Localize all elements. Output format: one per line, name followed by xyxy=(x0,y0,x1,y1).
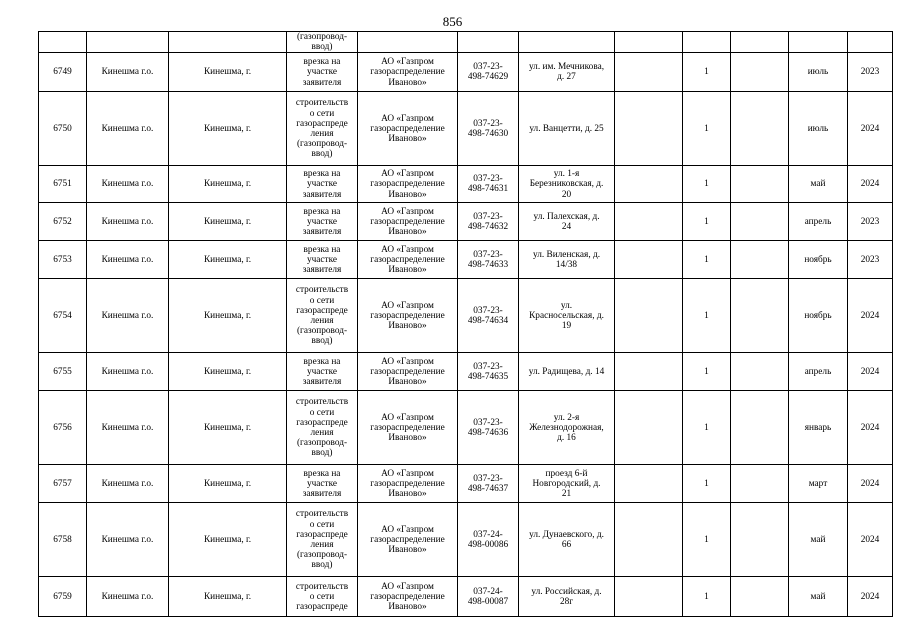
cell-work: врезка на участке заявителя xyxy=(287,353,358,391)
cell-org: АО «Газпром газораспределение Иваново» xyxy=(358,203,458,241)
cell-district: Кинешма г.о. xyxy=(87,203,169,241)
cell-code: 037-24- 498-00086 xyxy=(458,503,519,577)
cell-address: ул. Виленская, д. 14/38 xyxy=(519,241,615,279)
cell-month: ноябрь xyxy=(789,241,848,279)
cell-org: АО «Газпром газораспределение Иваново» xyxy=(358,353,458,391)
cell-empty xyxy=(87,32,169,53)
cell-locality: Кинешма, г. xyxy=(169,53,287,92)
cell-num: 6750 xyxy=(39,92,87,166)
cell-org: АО «Газпром газораспределение Иваново» xyxy=(358,391,458,465)
cell-empty xyxy=(615,391,683,465)
cell-empty xyxy=(731,92,789,166)
cell-org: АО «Газпром газораспределение Иваново» xyxy=(358,503,458,577)
cell-empty xyxy=(789,32,848,53)
cell-count: 1 xyxy=(683,53,731,92)
cell-year: 2024 xyxy=(848,353,893,391)
cell-empty xyxy=(615,203,683,241)
table-row xyxy=(39,279,893,353)
cell-org: АО «Газпром газораспределение Иваново» xyxy=(358,53,458,92)
cell-work: врезка на участке заявителя xyxy=(287,53,358,92)
cell-count: 1 xyxy=(683,577,731,617)
cell-num: 6758 xyxy=(39,503,87,577)
cell-code: 037-23- 498-74637 xyxy=(458,465,519,503)
cell-empty xyxy=(731,203,789,241)
cell-num: 6753 xyxy=(39,241,87,279)
cell-count: 1 xyxy=(683,92,731,166)
cell-work: врезка на участке заявителя xyxy=(287,166,358,203)
cell-locality: Кинешма, г. xyxy=(169,241,287,279)
cell-num: 6752 xyxy=(39,203,87,241)
cell-district: Кинешма г.о. xyxy=(87,166,169,203)
cell-code: 037-23- 498-74629 xyxy=(458,53,519,92)
cell-address: ул. Дунаевского, д. 66 xyxy=(519,503,615,577)
cell-org: АО «Газпром газораспределение Иваново» xyxy=(358,92,458,166)
table-row xyxy=(39,166,893,203)
cell-empty xyxy=(731,279,789,353)
table-row xyxy=(39,465,893,503)
cell-month: июль xyxy=(789,53,848,92)
table-row xyxy=(39,241,893,279)
cell-address: ул. 1-я Березниковская, д. 20 xyxy=(519,166,615,203)
cell-num: 6757 xyxy=(39,465,87,503)
cell-work: строительств о сети газораспреде ления (газопровод- ввод) xyxy=(287,391,358,465)
cell-work: строительств о сети газораспреде ления (газопровод- ввод) xyxy=(287,92,358,166)
cell-district: Кинешма г.о. xyxy=(87,53,169,92)
data-table xyxy=(38,31,893,617)
cell-empty xyxy=(731,32,789,53)
cell-work: врезка на участке заявителя xyxy=(287,241,358,279)
cell-org: АО «Газпром газораспределение Иваново» xyxy=(358,166,458,203)
cell-work: строительств о сети газораспреде ления (газопровод- ввод) xyxy=(287,279,358,353)
cell-month: ноябрь xyxy=(789,279,848,353)
table-row xyxy=(39,353,893,391)
cell-month: март xyxy=(789,465,848,503)
cell-empty xyxy=(519,32,615,53)
cell-empty xyxy=(731,465,789,503)
cell-district: Кинешма г.о. xyxy=(87,577,169,617)
cell-count: 1 xyxy=(683,203,731,241)
table-row xyxy=(39,577,893,617)
cell-empty xyxy=(731,166,789,203)
cell-org: АО «Газпром газораспределение Иваново» xyxy=(358,241,458,279)
cell-address: ул. Палехская, д. 24 xyxy=(519,203,615,241)
cell-empty xyxy=(615,577,683,617)
table-row xyxy=(39,53,893,92)
cell-locality: Кинешма, г. xyxy=(169,92,287,166)
cell-count: 1 xyxy=(683,166,731,203)
cell-locality: Кинешма, г. xyxy=(169,203,287,241)
cell-empty xyxy=(39,32,87,53)
cell-month: январь xyxy=(789,391,848,465)
cell-locality: Кинешма, г. xyxy=(169,353,287,391)
table-row xyxy=(39,92,893,166)
cell-empty xyxy=(731,353,789,391)
cell-month: май xyxy=(789,166,848,203)
cell-locality: Кинешма, г. xyxy=(169,391,287,465)
cell-work: строительств о сети газораспреде xyxy=(287,577,358,617)
table-row-continuation xyxy=(39,32,893,53)
cell-empty xyxy=(615,53,683,92)
cell-org: АО «Газпром газораспределение Иваново» xyxy=(358,465,458,503)
cell-count: 1 xyxy=(683,279,731,353)
cell-org: АО «Газпром газораспределение Иваново» xyxy=(358,577,458,617)
cell-address: ул. Ванцетти, д. 25 xyxy=(519,92,615,166)
cell-address: ул. им. Мечникова, д. 27 xyxy=(519,53,615,92)
cell-empty xyxy=(615,465,683,503)
page-number: 856 xyxy=(442,14,463,29)
cell-locality: Кинешма, г. xyxy=(169,577,287,617)
cell-district: Кинешма г.о. xyxy=(87,92,169,166)
cell-address: ул. Красносельская, д. 19 xyxy=(519,279,615,353)
cell-address: проезд 6-й Новгородский, д. 21 xyxy=(519,465,615,503)
cell-num: 6759 xyxy=(39,577,87,617)
cell-month: апрель xyxy=(789,203,848,241)
cell-code: 037-23- 498-74630 xyxy=(458,92,519,166)
cell-year: 2024 xyxy=(848,92,893,166)
cell-year: 2024 xyxy=(848,503,893,577)
cell-year: 2024 xyxy=(848,391,893,465)
cell-month: май xyxy=(789,577,848,617)
cell-code: 037-23- 498-74633 xyxy=(458,241,519,279)
cell-count: 1 xyxy=(683,465,731,503)
cell-empty xyxy=(731,391,789,465)
cell-year: 2024 xyxy=(848,279,893,353)
cell-num: 6751 xyxy=(39,166,87,203)
cell-empty xyxy=(615,32,683,53)
cell-year: 2023 xyxy=(848,53,893,92)
cell-num: 6754 xyxy=(39,279,87,353)
cell-month: июль xyxy=(789,92,848,166)
cell-empty xyxy=(615,241,683,279)
cell-empty xyxy=(731,53,789,92)
cell-work: врезка на участке заявителя xyxy=(287,465,358,503)
cell-empty xyxy=(615,166,683,203)
cell-code: 037-23- 498-74634 xyxy=(458,279,519,353)
cell-empty xyxy=(169,32,287,53)
cell-address: ул. 2-я Железнодорожная, д. 16 xyxy=(519,391,615,465)
cell-code: 037-24- 498-00087 xyxy=(458,577,519,617)
cell-code: 037-23- 498-74636 xyxy=(458,391,519,465)
cell-year: 2023 xyxy=(848,203,893,241)
cell-num: 6749 xyxy=(39,53,87,92)
cell-count: 1 xyxy=(683,241,731,279)
cell-count: 1 xyxy=(683,391,731,465)
cell-empty xyxy=(731,241,789,279)
cell-empty xyxy=(615,279,683,353)
table-row xyxy=(39,391,893,465)
cell-locality: Кинешма, г. xyxy=(169,503,287,577)
table-row xyxy=(39,503,893,577)
cell-district: Кинешма г.о. xyxy=(87,465,169,503)
cell-district: Кинешма г.о. xyxy=(87,503,169,577)
cell-address: ул. Российская, д. 28г xyxy=(519,577,615,617)
cell-month: май xyxy=(789,503,848,577)
cell-count: 1 xyxy=(683,503,731,577)
cell-org: АО «Газпром газораспределение Иваново» xyxy=(358,279,458,353)
cell-district: Кинешма г.о. xyxy=(87,353,169,391)
cell-work: врезка на участке заявителя xyxy=(287,203,358,241)
cell-empty xyxy=(615,503,683,577)
cell-empty xyxy=(683,32,731,53)
cell-month: апрель xyxy=(789,353,848,391)
cell-code: 037-23- 498-74635 xyxy=(458,353,519,391)
table-row xyxy=(39,203,893,241)
cell-work: (газопровод- ввод) xyxy=(287,32,358,53)
cell-year: 2024 xyxy=(848,166,893,203)
cell-empty xyxy=(458,32,519,53)
cell-empty xyxy=(848,32,893,53)
cell-code: 037-23- 498-74632 xyxy=(458,203,519,241)
cell-district: Кинешма г.о. xyxy=(87,279,169,353)
cell-locality: Кинешма, г. xyxy=(169,465,287,503)
cell-address: ул. Радищева, д. 14 xyxy=(519,353,615,391)
cell-num: 6756 xyxy=(39,391,87,465)
cell-empty xyxy=(615,353,683,391)
cell-year: 2023 xyxy=(848,241,893,279)
cell-count: 1 xyxy=(683,353,731,391)
cell-empty xyxy=(731,577,789,617)
cell-district: Кинешма г.о. xyxy=(87,391,169,465)
cell-locality: Кинешма, г. xyxy=(169,166,287,203)
cell-year: 2024 xyxy=(848,465,893,503)
cell-empty xyxy=(731,503,789,577)
cell-num: 6755 xyxy=(39,353,87,391)
cell-code: 037-23- 498-74631 xyxy=(458,166,519,203)
cell-locality: Кинешма, г. xyxy=(169,279,287,353)
cell-empty xyxy=(615,92,683,166)
cell-year: 2024 xyxy=(848,577,893,617)
cell-work: строительств о сети газораспреде ления (газопровод- ввод) xyxy=(287,503,358,577)
cell-district: Кинешма г.о. xyxy=(87,241,169,279)
cell-empty xyxy=(358,32,458,53)
